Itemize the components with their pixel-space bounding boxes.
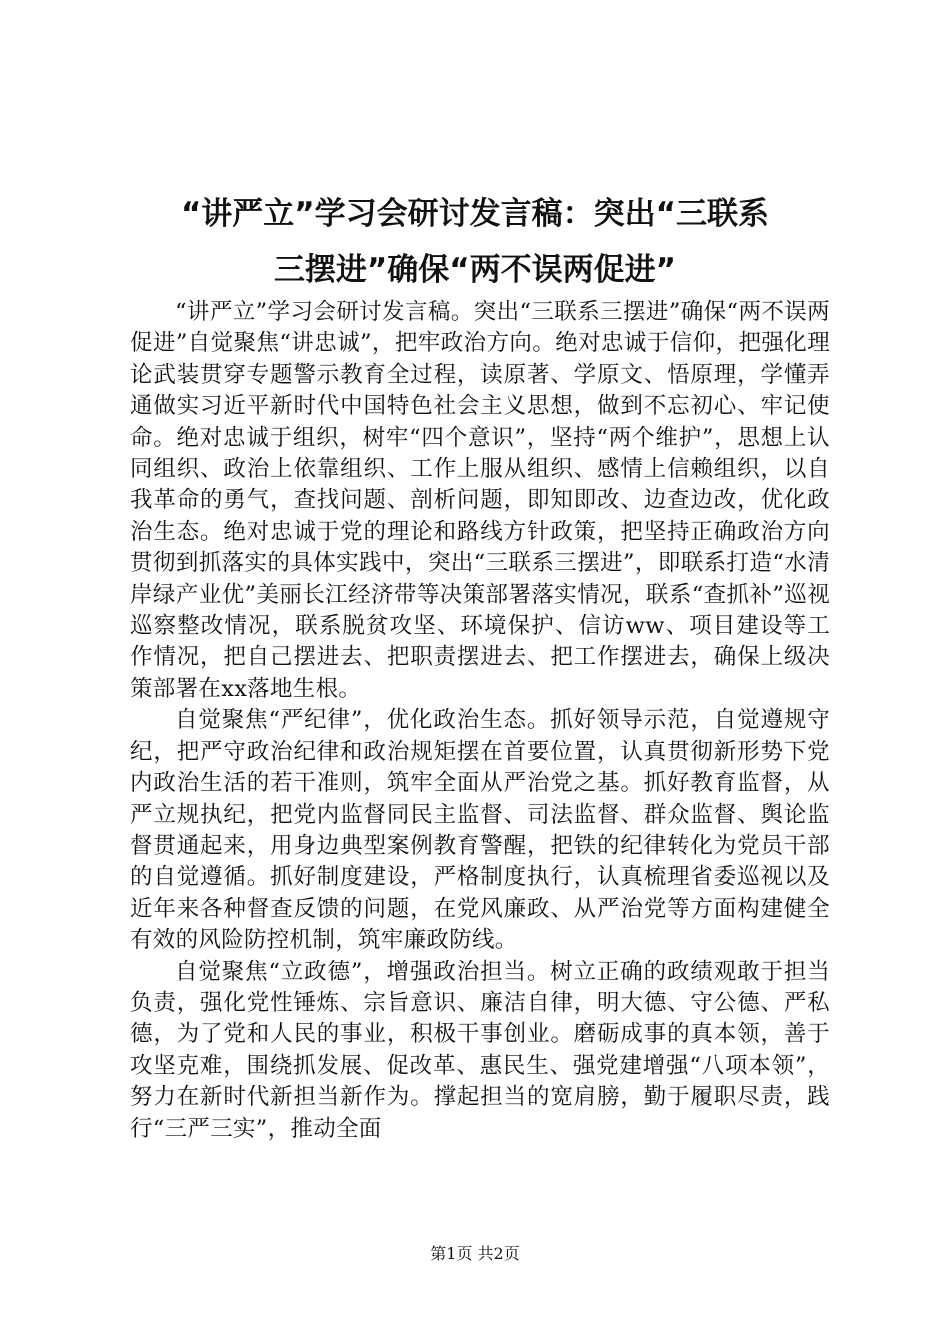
page-footer: 第1页 共2页 xyxy=(430,1244,520,1263)
title-line-1: “讲严立”学习会研讨发言稿：突出“三联系 xyxy=(180,196,770,232)
title-line-2: 三摆进”确保“两不误两促进” xyxy=(273,252,677,288)
paragraph-3: 自觉聚焦“立政德”，增强政治担当。树立正确的政绩观敢于担当负责，强化党性锤炼、宗旨意识、廉洁自律，明大德、守公德、严私德，为了党和人民的事业，积极干事创业。磨砺成事的真本领，善于攻坚克难，围绕抓发展、促改革、惠民生、强党建增强“八项本领”，努力在新时代新担当新作为。撑起担当的宽肩膀，勤于履职尽责，践行“三严三实”，推动全面 xyxy=(130,958,830,1142)
document-body xyxy=(130,297,830,1145)
paragraph-2: 自觉聚焦“严纪律”，优化政治生态。抓好领导示范，自觉遵规守纪，把严守政治纪律和政治规矩摆在首要位置，认真贯彻新形势下党内政治生活的若干准则，筑牢全面从严治党之基。抓好教育监督，从严立规执纪，把党内监督同民主监督、司法监督、群众监督、舆论监督贯通起来，用身边典型案例教育警醒，把铁的纪律转化为党员干部的自觉遵循。抓好制度建设，严格制度执行，认真梳理省委巡视以及近年来各种督查反馈的问题，在党风廉政、从严治党等方面构建健全有效的风险防控机制，筑牢廉政防线。 xyxy=(130,707,830,954)
paragraph-1: “讲严立”学习会研讨发言稿。突出“三联系三摆进”确保“两不误两促进”自觉聚焦“讲忠诚”，把牢政治方向。绝对忠诚于信仰，把强化理论武装贯穿专题警示教育全过程，读原著、学原文、悟原理，学懂弄通做实习近平新时代中国特色社会主义思想，做到不忘初心、牢记使命。绝对忠诚于组织，树牢“四个意识”，坚持“两个维护”，思想上认同组织、政治上依靠组织、工作上服从组织、感情上信赖组织，以自我革命的勇气，查找问题、剖析问题，即知即改、边查边改，优化政治生态。绝对忠诚于党的理论和路线方针政策，把坚持正确政治方向贯彻到抓落实的具体实践中，突出“三联系三摆进”，即联系打造“水清岸绿产业优”美丽长江经济带等决策部署落实情况，联系“查抓补”巡视巡察整改情况，联系脱贫攻坚、环境保护、信访ww、项目建设等工作情况，把自己摆进去、把职责摆进去、把工作摆进去，确保上级决策部署在xx落地生根。 xyxy=(130,299,830,702)
document-title xyxy=(0,186,950,298)
